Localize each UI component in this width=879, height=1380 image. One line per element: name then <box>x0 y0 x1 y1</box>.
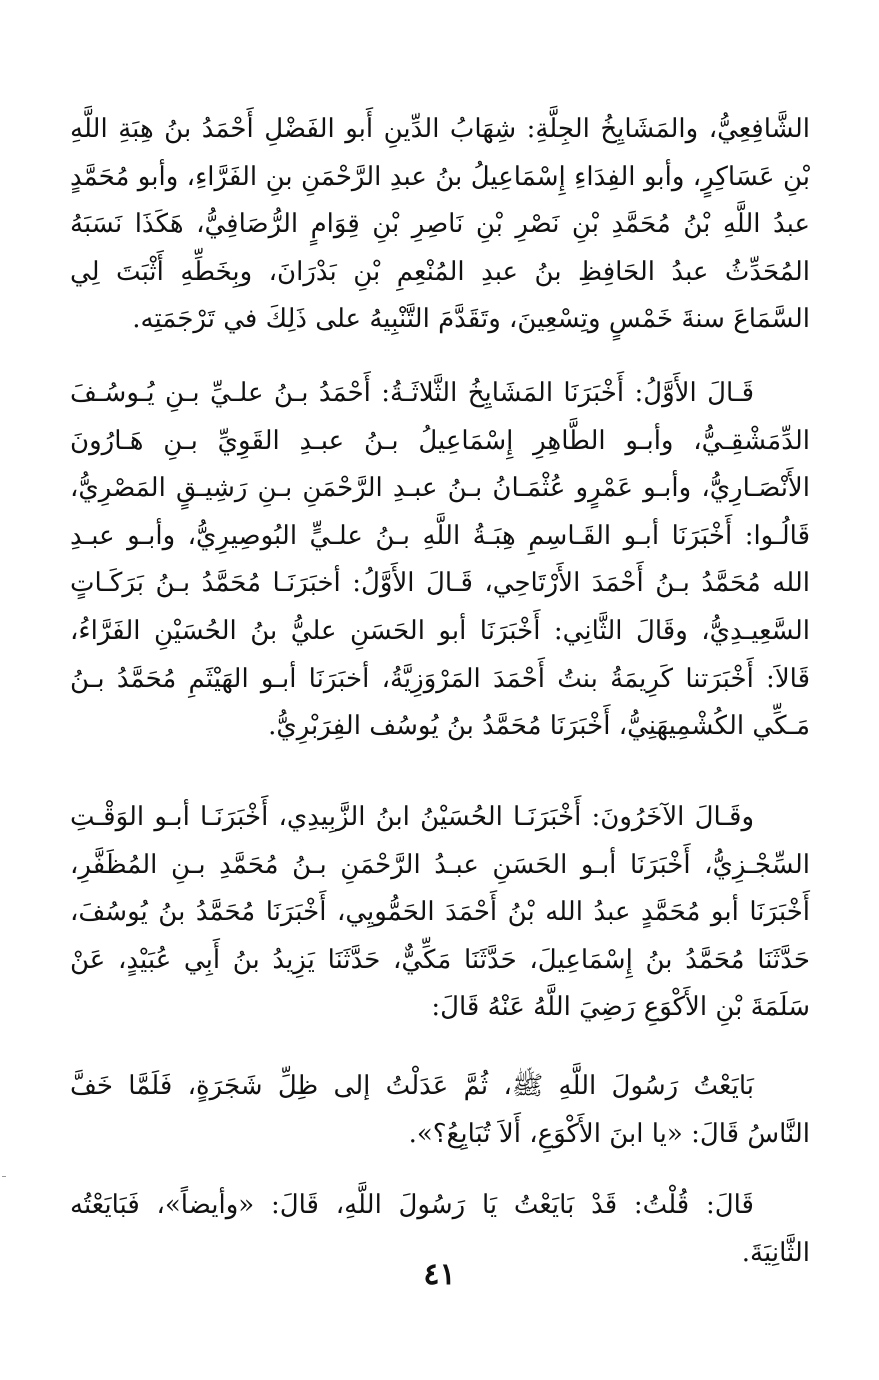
page-number: ٤١ <box>423 1257 456 1292</box>
paragraph-hadith-continuation: قَالَ: قُلْتُ: قَدْ بَايَعْتُ يَا رَسُولَ اللَّهِ، قَالَ: «وأيضاً»، فَبَايَعْتُه الثَّانِيَةَ. <box>70 1190 810 1268</box>
paragraph-second-chain: وقَـالَ الآخَرُونَ: أَخْبَرَنَـا الحُسَيْنُ ابنُ الزَّبِيدِي، أَخْبَرَنَـا أبـو الوَقْـتِ السِّجْـزِيُّ، أَخْبَرَنَا أبـو الحَسَنِ عبـدُ الرَّحْمَنِ بـنُ مُحَمَّدِ بـنِ المُظَفَّرِ، أَخْبَرَنَا أبو مُحَمَّدٍ عبدُ الله بْنُ أَحْمَدَ الحَمُّويِي، أَخْبَرَنَا مُحَمَّدُ بنُ يُوسُفَ، حَدَّثَنَا مُحَمَّدُ بنُ إِسْمَاعِيلَ، حَدَّثَنَا مَكِّيٌّ، حَدَّثَنَا يَزِيدُ بنُ أَبِي عُبَيْدٍ، عَنْ سَلَمَةَ بْنِ الأَكْوَعِ رَضِيَ اللَّهُ عَنْهُ قَالَ: <box>70 802 810 1023</box>
paragraph-intro: الشَّافِعِيُّ، والمَشَايِخُ الجِلَّةِ: شِهَابُ الدِّينِ أَبو الفَضْلِ أَحْمَدُ بنُ هِبَةِ اللَّهِ بْنِ عَسَاكِرٍ، وأبو الفِدَاءِ إِسْمَاعِيلُ بنُ عبدِ الرَّحْمَنِ بنِ الفَرَّاءِ، وأبو مُحَمَّدٍ عبدُ اللَّهِ بْنُ مُحَمَّدِ بْنِ نَصْرِ بْنِ نَاصِرِ بْنِ قِوَامٍ الرُّصَافِيُّ، هَكَذَا نَسَبَهُ المُحَدِّثُ عبدُ الحَافِظِ بنُ عبدِ المُنْعِمِ بْنِ بَدْرَانَ، وبِخَطِّهِ أَثْبَتَ لِي السَّمَاعَ سنةَ خَمْسٍ وتِسْعِينَ، وتَقَدَّمَ التَّنْبِيهُ على ذَلِكَ في تَرْجَمَتِه. <box>70 114 810 335</box>
paragraph-hadith: بَايَعْتُ رَسُولَ اللَّهِ ﷺ، ثُمَّ عَدَلْتُ إلى ظِلِّ شَجَرَةٍ، فَلَمَّا خَفَّ النَّاسُ قَالَ: «يا ابنَ الأَكْوَعِ، أَلاَ تُبَايِعُ؟». <box>70 1071 810 1149</box>
scan-margin-mark <box>2 1176 6 1177</box>
paragraph-first-chain: قَـالَ الأَوَّلُ: أَخْبَرَنَا المَشَايِخُ الثَّلاثَـةُ: أَحْمَدُ بـنُ علـيِّ بـنِ يُـوسُـفَ الدِّمَشْقِـيُّ، وأبـو الطَّاهِرِ إِسْمَاعِيلُ بـنُ عبـدِ القَوِيِّ بـنِ هَـارُونَ الأَنْصَـارِيُّ، وأبـو عَمْرٍو عُثْمَـانُ بـنُ عبـدِ الرَّحْمَنِ بـنِ رَشِيـقٍ المَصْرِيُّ، قَالُـوا: أَخْبَرَنَا أبـو القَـاسِمِ هِبَـةُ اللَّهِ بـنُ علـيٍّ البُوصِيرِيُّ، وأبـو عبـدِ الله مُحَمَّدُ بـنُ أَحْمَدَ الأَرْتَاحِي، قَـالَ الأَوَّلُ: أخبَرَنَـا مُحَمَّدُ بـنُ بَرَكَـاتٍ السَّعِيـدِيُّ، وقَالَ الثَّانِي: أَخْبَرَنَا أبو الحَسَنِ عليُّ بنُ الحُسَيْنِ الفَرَّاءُ، قَالاَ: أَخْبَرَتنا كَرِيمَةُ بنتُ أَحْمَدَ المَرْوَزِيَّةُ، أخبَرَنَا أبـو الهَيْثَمِ مُحَمَّدُ بـنُ مَـكِّي الكُشْمِيهَنِيُّ، أَخْبَرَنَا مُحَمَّدُ بنُ يُوسُف الفِرَبْرِيُّ. <box>70 378 810 742</box>
